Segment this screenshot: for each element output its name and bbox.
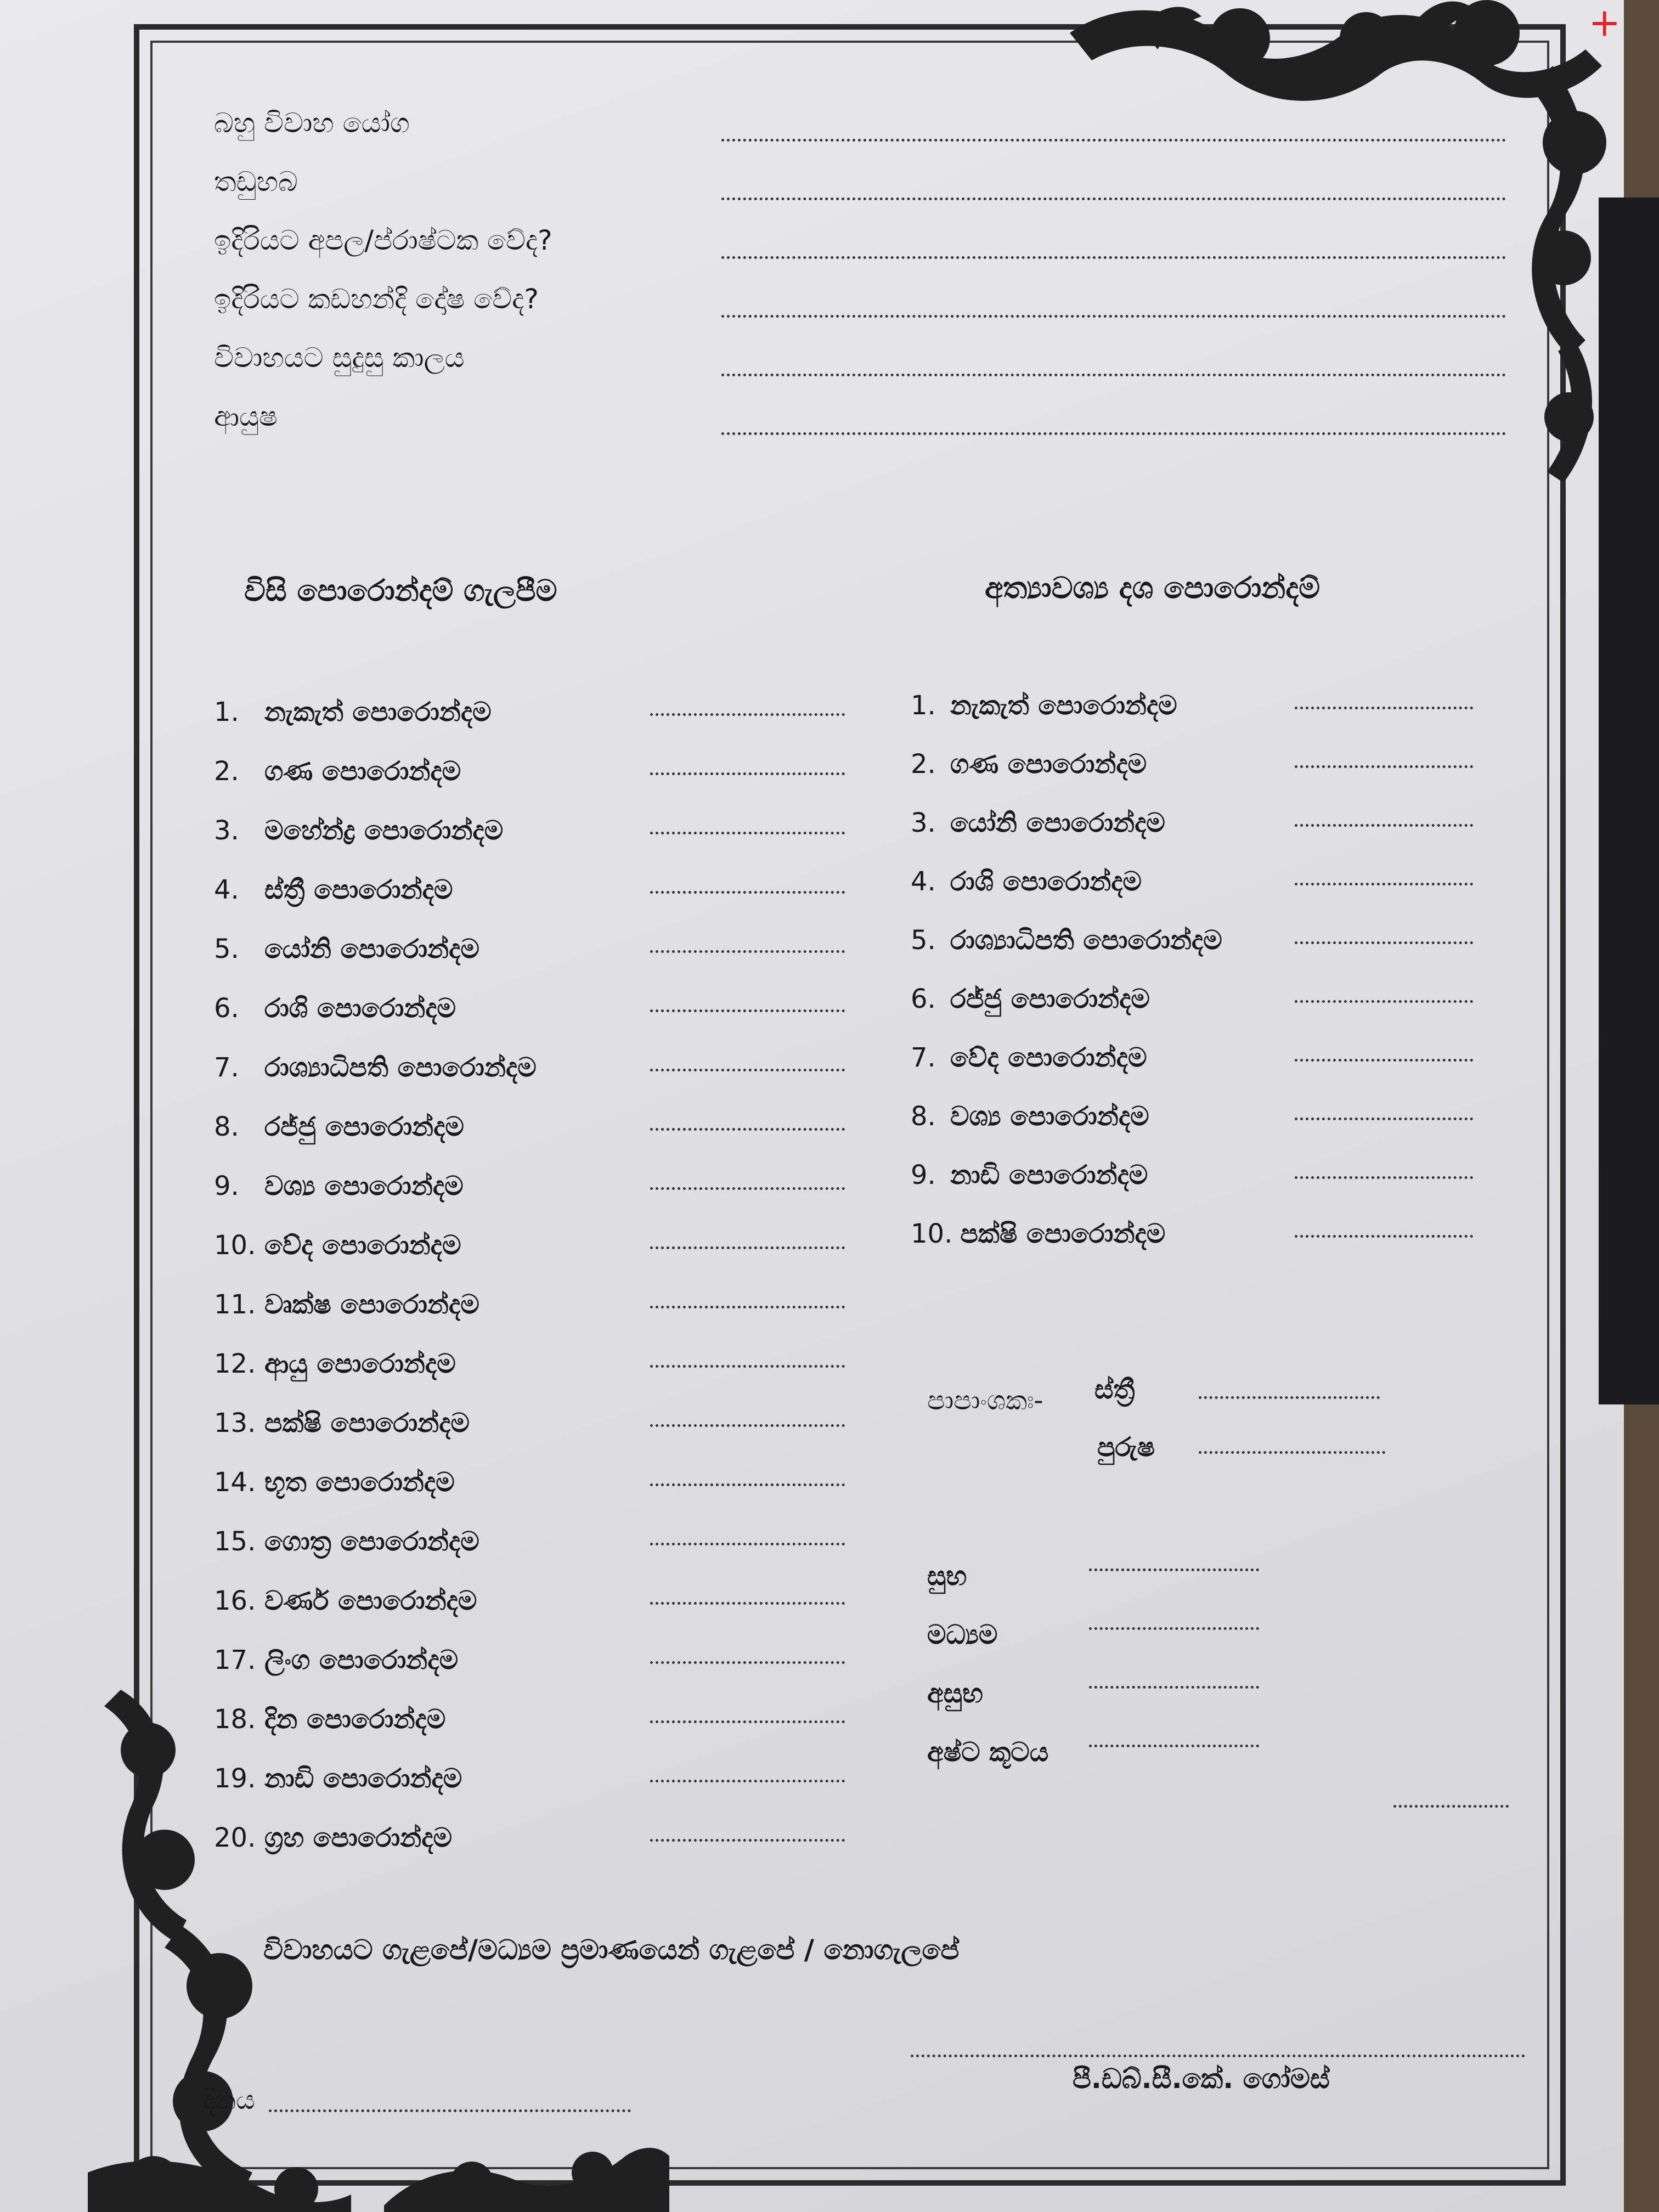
twenty-matching-item-label: භූත පොරොන්දම bbox=[264, 1467, 455, 1498]
top-field-label: බහු විවාහ යෝග bbox=[214, 107, 410, 139]
ten-matching-item-number: 7. bbox=[911, 1042, 936, 1073]
ten-matching-heading: අත්‍යාවශ්‍ය දශ පොරොන්දම් bbox=[985, 571, 1321, 605]
twenty-matching-item-field[interactable] bbox=[650, 772, 845, 775]
signature-name: පී.ඩබ්.සී.කේ. ගෝමස් bbox=[1073, 2063, 1330, 2095]
twenty-matching-item-label: මහේන්ද්‍ර පොරොන්දම bbox=[264, 815, 504, 846]
date-label: දිනය bbox=[203, 2085, 255, 2115]
papa-label: පාපාංශකඃ- bbox=[927, 1385, 1043, 1416]
twenty-matching-item-field[interactable] bbox=[650, 1306, 845, 1308]
ten-matching-item-number: 9. bbox=[911, 1160, 936, 1190]
twenty-matching-item bbox=[214, 1171, 464, 1202]
ten-matching-item-number: 2. bbox=[911, 749, 936, 780]
twenty-matching-item bbox=[214, 874, 453, 906]
ten-matching-item-number: 5. bbox=[911, 925, 936, 956]
twenty-matching-item-number: 7. bbox=[214, 1052, 239, 1083]
twenty-matching-item bbox=[214, 934, 479, 965]
ten-matching-item-label: නැකැත් පොරොන්දම bbox=[950, 690, 1177, 721]
top-field-label: ඉදිරියට කඩහන්දි දෝෂ වේද? bbox=[214, 283, 539, 315]
twenty-matching-item-number: 10. bbox=[214, 1230, 256, 1261]
top-field-input[interactable] bbox=[721, 315, 1506, 318]
ten-matching-item bbox=[911, 1042, 1147, 1074]
top-field-input[interactable] bbox=[721, 198, 1506, 200]
top-field-label: විවාහයට සුදුසු කාලය bbox=[214, 342, 465, 374]
ten-matching-item bbox=[911, 808, 1165, 839]
ten-matching-item bbox=[911, 984, 1150, 1015]
papa-female-label: ස්ත්‍රී bbox=[1094, 1374, 1135, 1405]
twenty-matching-item-field[interactable] bbox=[650, 1246, 845, 1249]
twenty-matching-item-label: වර්ණ පොරොන්දම bbox=[264, 1585, 477, 1616]
ten-matching-item-number: 4. bbox=[911, 866, 936, 897]
papa-female-field[interactable] bbox=[1199, 1396, 1380, 1399]
twenty-matching-item-number: 14. bbox=[214, 1467, 256, 1498]
ten-matching-item bbox=[911, 749, 1147, 780]
twenty-matching-item-number: 18. bbox=[214, 1704, 256, 1735]
twenty-matching-item-number: 16. bbox=[214, 1585, 256, 1616]
twenty-matching-item-label: ස්ත්‍රී පොරොන්දම bbox=[264, 874, 453, 905]
twenty-matching-item-field[interactable] bbox=[650, 1543, 845, 1545]
ten-matching-item-number: 1. bbox=[911, 690, 936, 721]
twenty-matching-item bbox=[214, 993, 456, 1024]
ten-matching-item bbox=[911, 925, 1222, 956]
ten-matching-item-label: පක්ෂි පොරොන්දම bbox=[960, 1218, 1166, 1249]
twenty-matching-item-number: 17. bbox=[214, 1645, 256, 1675]
ten-matching-item-field[interactable] bbox=[1295, 1235, 1473, 1238]
ten-matching-item bbox=[911, 1101, 1149, 1132]
twenty-matching-item-field[interactable] bbox=[650, 1602, 845, 1605]
signature-line[interactable] bbox=[911, 2055, 1525, 2057]
ten-matching-item-label: රජ්ජු පොරොන්දම bbox=[950, 984, 1150, 1014]
twenty-matching-item-number: 2. bbox=[214, 756, 239, 787]
verdict-line: විවාහයට ගැළපේ/මධ්‍යම ප්‍රමාණයෙන් ගැළපේ / නොගැලපේ bbox=[263, 1934, 960, 1966]
twenty-matching-item-field[interactable] bbox=[650, 950, 845, 953]
top-field-input[interactable] bbox=[721, 432, 1506, 435]
grade-field-label: අෂ්ට කූටය bbox=[927, 1737, 1049, 1768]
ten-matching-item-field[interactable] bbox=[1295, 707, 1473, 709]
twenty-matching-item bbox=[214, 1822, 452, 1854]
twenty-matching-item-field[interactable] bbox=[650, 1839, 845, 1842]
twenty-matching-item-field[interactable] bbox=[650, 1069, 845, 1071]
twenty-matching-item bbox=[214, 815, 503, 847]
ten-matching-item-label: ගණ පොරොන්දම bbox=[950, 749, 1147, 780]
twenty-matching-item bbox=[214, 1348, 456, 1380]
twenty-matching-item bbox=[214, 1763, 462, 1795]
twenty-matching-item-label: ලිංග පොරොන්දම bbox=[264, 1645, 459, 1675]
twenty-matching-item bbox=[214, 1230, 461, 1261]
floral-ornament-top-right-icon bbox=[1059, 0, 1607, 549]
twenty-matching-item-label: වෘක්ෂ පොරොන්දම bbox=[264, 1289, 479, 1320]
twenty-matching-item bbox=[214, 1052, 537, 1084]
ten-matching-item-number: 8. bbox=[911, 1101, 936, 1132]
twenty-matching-item-field[interactable] bbox=[650, 1009, 845, 1012]
twenty-matching-item-number: 8. bbox=[214, 1111, 239, 1142]
top-field-input[interactable] bbox=[721, 139, 1506, 142]
twenty-matching-item-field[interactable] bbox=[650, 1365, 845, 1368]
ten-matching-item-number: 3. bbox=[911, 808, 936, 838]
twenty-matching-item-label: රාශ්‍යාධිපති පොරොන්දම bbox=[264, 1052, 537, 1083]
twenty-matching-item-field[interactable] bbox=[650, 1128, 845, 1131]
papa-male-field[interactable] bbox=[1199, 1451, 1385, 1454]
ten-matching-item-label: වේද පොරොන්දම bbox=[950, 1042, 1147, 1073]
ten-matching-item-field[interactable] bbox=[1295, 941, 1473, 944]
twenty-matching-item-label: ආයු පොරොන්දම bbox=[264, 1348, 456, 1379]
floral-ornament-bottom-center-icon bbox=[384, 2123, 669, 2212]
twenty-matching-item bbox=[214, 1585, 477, 1617]
twenty-matching-item bbox=[214, 1645, 458, 1676]
ten-matching-item-field[interactable] bbox=[1295, 1000, 1473, 1003]
top-field-input[interactable] bbox=[721, 374, 1506, 376]
twenty-matching-heading: විසි පොරොන්දම් ගැලපීම bbox=[244, 573, 557, 608]
ten-matching-item-field[interactable] bbox=[1295, 883, 1473, 885]
twenty-matching-item bbox=[214, 697, 492, 728]
twenty-matching-item-number: 9. bbox=[214, 1171, 239, 1201]
ten-matching-item bbox=[911, 1160, 1148, 1191]
twenty-matching-item-label: ගණ පොරොන්දම bbox=[264, 756, 461, 787]
ten-matching-item-field[interactable] bbox=[1295, 824, 1473, 827]
top-field-label: ආයුෂ bbox=[214, 400, 278, 432]
grade-field-input[interactable] bbox=[1089, 1745, 1259, 1747]
ten-matching-item-label: නාඩි පොරොන්දම bbox=[950, 1160, 1148, 1190]
date-field[interactable] bbox=[269, 2109, 631, 2112]
twenty-matching-item-number: 1. bbox=[214, 697, 239, 727]
grade-field-label: සුභ bbox=[927, 1561, 967, 1592]
twenty-matching-item-number: 3. bbox=[214, 815, 239, 846]
ten-matching-item bbox=[911, 1218, 1165, 1250]
twenty-matching-item-number: 19. bbox=[214, 1763, 256, 1794]
twenty-matching-item bbox=[214, 1526, 479, 1558]
background-edge bbox=[1599, 198, 1659, 1404]
twenty-matching-item-number: 6. bbox=[214, 993, 239, 1024]
grade-field-input[interactable] bbox=[1089, 1627, 1259, 1630]
twenty-matching-item-field[interactable] bbox=[650, 1187, 845, 1190]
twenty-matching-item-field[interactable] bbox=[650, 1483, 845, 1486]
twenty-matching-item-number: 4. bbox=[214, 874, 239, 905]
twenty-matching-item-label: වශ්‍ය පොරොන්දම bbox=[264, 1171, 464, 1201]
twenty-matching-item bbox=[214, 1289, 479, 1321]
twenty-matching-item-label: නැකැත් පොරොන්දම bbox=[264, 697, 492, 727]
twenty-matching-item-number: 12. bbox=[214, 1348, 256, 1379]
papa-male-label: පුරුෂ bbox=[1097, 1432, 1155, 1463]
ten-matching-item-field[interactable] bbox=[1295, 1118, 1473, 1120]
ten-matching-item-field[interactable] bbox=[1295, 1176, 1473, 1179]
ten-matching-item-label: රාශ්‍යාධිපති පොරොන්දම bbox=[950, 925, 1222, 956]
twenty-matching-item-label: රජ්ජු පොරොන්දම bbox=[264, 1111, 464, 1142]
red-plus-mark: + bbox=[1588, 0, 1621, 45]
twenty-matching-item-label: ග්‍රහ පොරොන්දම bbox=[264, 1822, 453, 1853]
twenty-matching-item-label: ගොත්‍ර පොරොන්දම bbox=[264, 1526, 479, 1557]
twenty-matching-item-label: නාඩි පොරොන්දම bbox=[264, 1763, 462, 1794]
twenty-matching-item-number: 5. bbox=[214, 934, 239, 964]
top-field-label: තඩුහබ bbox=[214, 166, 298, 198]
top-field-input[interactable] bbox=[721, 256, 1506, 259]
extra-blank-field[interactable] bbox=[1393, 1805, 1509, 1808]
twenty-matching-item-field[interactable] bbox=[650, 1424, 845, 1427]
ten-matching-item-label: යෝනි පොරොන්දම bbox=[950, 808, 1165, 838]
ten-matching-item-field[interactable] bbox=[1295, 765, 1473, 768]
twenty-matching-item-field[interactable] bbox=[650, 1720, 845, 1723]
twenty-matching-item-label: දින පොරොන්දම bbox=[264, 1704, 446, 1735]
twenty-matching-item-number: 13. bbox=[214, 1408, 256, 1438]
ten-matching-item bbox=[911, 866, 1142, 898]
twenty-matching-item-number: 15. bbox=[214, 1526, 256, 1557]
twenty-matching-item bbox=[214, 756, 461, 787]
ten-matching-item-label: වශ්‍ය පොරොන්දම bbox=[950, 1101, 1149, 1132]
ten-matching-item bbox=[911, 690, 1177, 721]
grade-field-input[interactable] bbox=[1089, 1568, 1259, 1571]
twenty-matching-item-field[interactable] bbox=[650, 1661, 845, 1664]
twenty-matching-item bbox=[214, 1467, 455, 1498]
top-field-label: ඉදිරියට අපල/ප්රාෂ්ටක වේද? bbox=[214, 224, 552, 256]
ten-matching-item-field[interactable] bbox=[1295, 1059, 1473, 1062]
twenty-matching-item bbox=[214, 1111, 464, 1143]
ten-matching-item-number: 6. bbox=[911, 984, 936, 1014]
grade-field-input[interactable] bbox=[1089, 1686, 1259, 1689]
twenty-matching-item-label: වේද පොරොන්දම bbox=[264, 1230, 461, 1261]
ten-matching-item-number: 10. bbox=[911, 1218, 953, 1249]
twenty-matching-item-field[interactable] bbox=[650, 1780, 845, 1782]
twenty-matching-item-label: රාශි පොරොන්දම bbox=[264, 993, 456, 1024]
grade-field-label: අසුභ bbox=[927, 1678, 983, 1709]
twenty-matching-item-label: යෝනි පොරොන්දම bbox=[264, 934, 479, 964]
twenty-matching-item-field[interactable] bbox=[650, 713, 845, 716]
twenty-matching-item-field[interactable] bbox=[650, 891, 845, 894]
twenty-matching-item-label: පක්ෂි පොරොන්දම bbox=[264, 1408, 470, 1438]
twenty-matching-item-number: 20. bbox=[214, 1822, 256, 1853]
twenty-matching-item bbox=[214, 1408, 470, 1439]
grade-field-label: මධ්‍යම bbox=[927, 1620, 998, 1650]
twenty-matching-item bbox=[214, 1704, 445, 1735]
twenty-matching-item-field[interactable] bbox=[650, 832, 845, 834]
ten-matching-item-label: රාශි පොරොන්දම bbox=[950, 866, 1142, 897]
twenty-matching-item-number: 11. bbox=[214, 1289, 256, 1320]
